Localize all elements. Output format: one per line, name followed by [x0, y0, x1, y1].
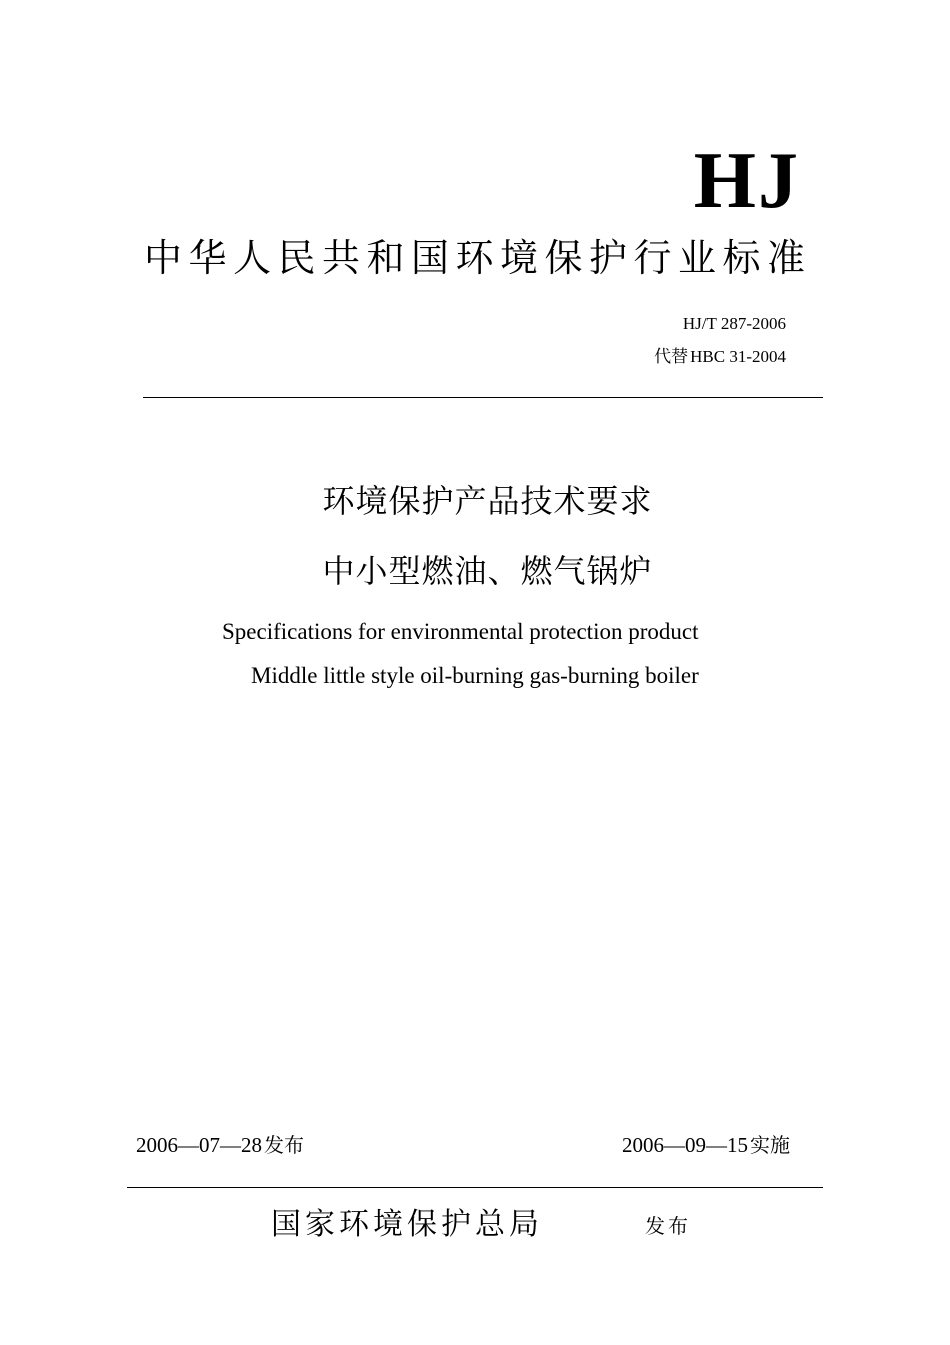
effective-date: 2006—09—15	[622, 1133, 748, 1157]
top-divider	[143, 397, 823, 398]
effective-label: 实施	[750, 1133, 790, 1157]
chinese-title-line-2: 中小型燃油、燃气锅炉	[322, 552, 653, 590]
english-title-line-2: Middle little style oil-burning gas-burning boiler	[251, 663, 699, 688]
issuing-authority: 国家环境保护总局	[271, 1207, 543, 1242]
replaces-prefix: 代替	[654, 347, 689, 367]
bottom-divider	[127, 1187, 823, 1188]
issuing-label: 发布	[645, 1214, 691, 1238]
replaces-number: HBC 31-2004	[690, 347, 786, 366]
standard-category-title: 中华人民共和国环境保护行业标准	[144, 236, 806, 280]
replaces-standard	[654, 346, 786, 368]
english-title-line-1: Specifications for environmental protection product	[222, 619, 699, 644]
chinese-title-line-1: 环境保护产品技术要求	[322, 482, 653, 520]
effective-date-block	[622, 1131, 790, 1159]
issue-label: 发布	[264, 1133, 304, 1157]
standard-number: HJ/T 287-2006	[682, 314, 786, 333]
hj-logo: HJ	[693, 137, 800, 225]
issue-date-block	[136, 1131, 304, 1159]
issue-date: 2006—07—28	[136, 1133, 262, 1157]
